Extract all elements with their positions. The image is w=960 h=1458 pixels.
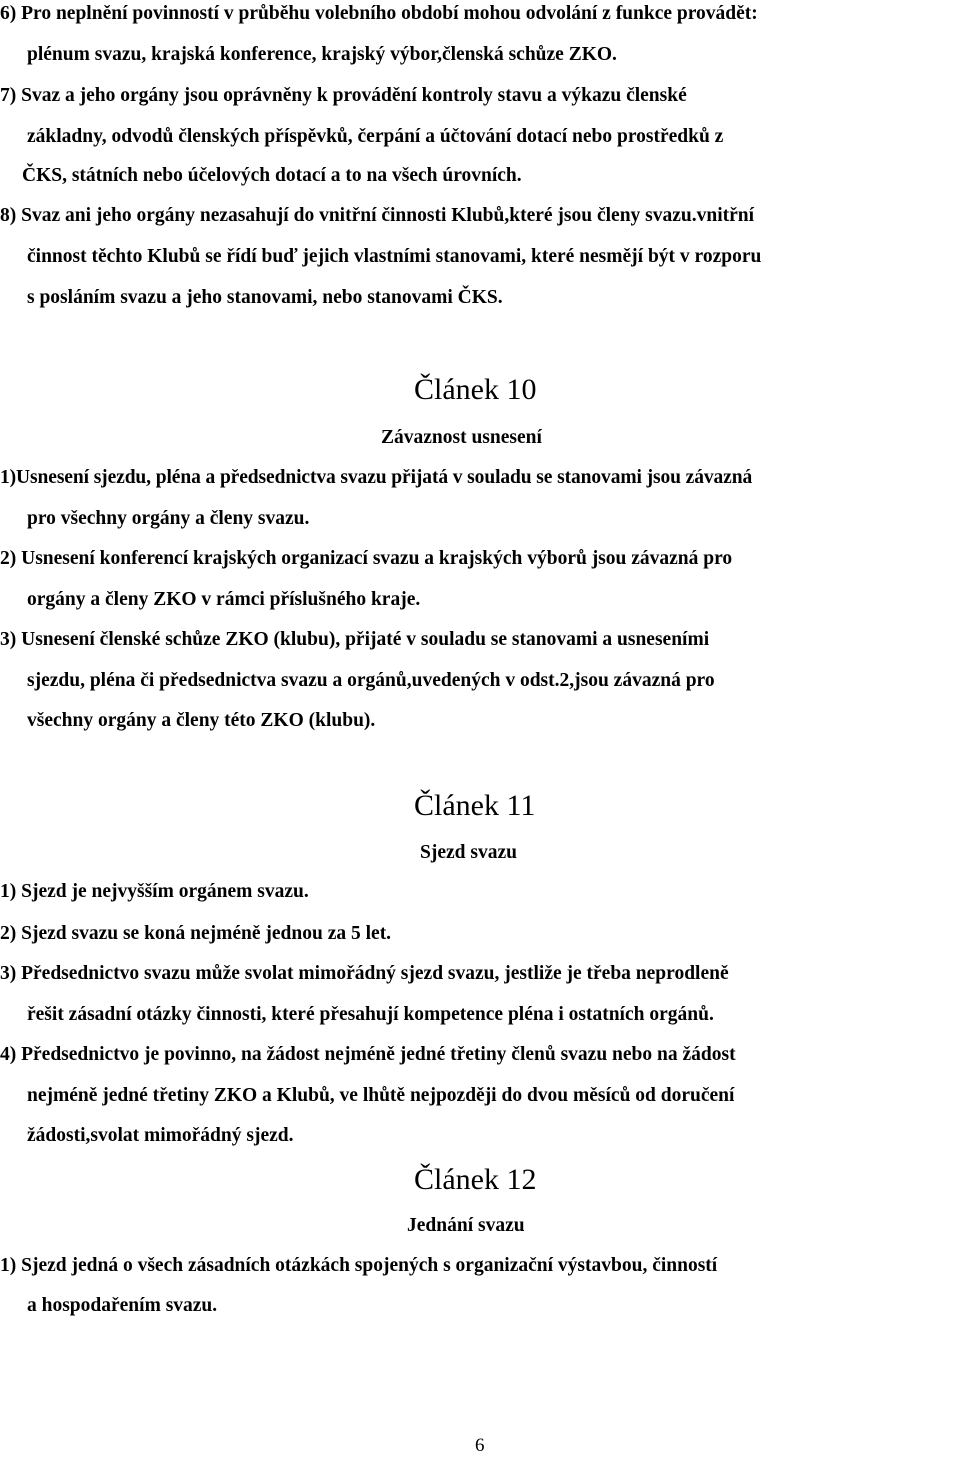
text-line: 4) Předsednictvo je povinno, na žádost nejméně jedné třetiny členů svazu nebo na žádost [0,1044,736,1065]
text-line: plénum svazu, krajská konference, krajský výbor,členská schůze ZKO. [27,44,617,65]
text-line: 8) Svaz ani jeho orgány nezasahují do vnitřní činnosti Klubů,které jsou členy svazu.vnitřní [0,205,755,226]
page-number: 6 [475,1435,485,1456]
text-line: sjezdu, pléna či předsednictva svazu a orgánů,uvedených v odst.2,jsou závazná pro [27,670,715,691]
text-line: 2) Usnesení konferencí krajských organizací svazu a krajských výborů jsou závazná pro [0,548,733,569]
text-line: všechny orgány a členy této ZKO (klubu). [27,710,376,731]
article-subtitle: Sjezd svazu [420,842,517,863]
text-line: s posláním svazu a jeho stanovami, nebo stanovami ČKS. [27,287,503,308]
text-line: 1) Sjezd jedná o všech zásadních otázkách spojených s organizační výstavbou, činností [0,1255,718,1276]
text-line: 3) Usnesení členské schůze ZKO (klubu), přijaté v souladu se stanovami a usneseními [0,629,710,650]
article-heading: Článek 11 [414,789,536,822]
text-line: 1) Sjezd je nejvyšším orgánem svazu. [0,881,309,902]
article-heading: Článek 12 [414,1163,537,1196]
text-line: 6) Pro neplnění povinností v průběhu volebního období mohou odvolání z funkce provádět: [0,3,758,24]
text-line: nejméně jedné třetiny ZKO a Klubů, ve lhůtě nejpozději do dvou měsíců od doručení [27,1085,735,1106]
text-line: a hospodařením svazu. [27,1295,218,1316]
text-line: 1)Usnesení sjezdu, pléna a předsednictva svazu přijatá v souladu se stanovami jsou závazná [0,467,753,488]
text-line: 2) Sjezd svazu se koná nejméně jednou za 5 let. [0,923,392,944]
text-line: činnost těchto Klubů se řídí buď jejich vlastními stanovami, které nesmějí být v rozporu [27,246,762,267]
text-line: 7) Svaz a jeho orgány jsou oprávněny k provádění kontroly stavu a výkazu členské [0,85,687,106]
text-line: řešit zásadní otázky činnosti, které přesahují kompetence pléna i ostatních orgánů. [27,1004,714,1025]
text-line: orgány a členy ZKO v rámci příslušného kraje. [27,589,421,610]
article-heading: Článek 10 [414,373,537,406]
text-line: ČKS, státních nebo účelových dotací a to na všech úrovních. [22,165,522,186]
article-subtitle: Jednání svazu [407,1215,525,1236]
text-line: 3) Předsednictvo svazu může svolat mimořádný sjezd svazu, jestliže je třeba neprodleně [0,963,729,984]
text-line: základny, odvodů členských příspěvků, čerpání a účtování dotací nebo prostředků z [27,126,724,147]
text-line: pro všechny orgány a členy svazu. [27,508,310,529]
article-subtitle: Závaznost usnesení [381,427,542,448]
text-line: žádosti,svolat mimořádný sjezd. [27,1125,294,1146]
